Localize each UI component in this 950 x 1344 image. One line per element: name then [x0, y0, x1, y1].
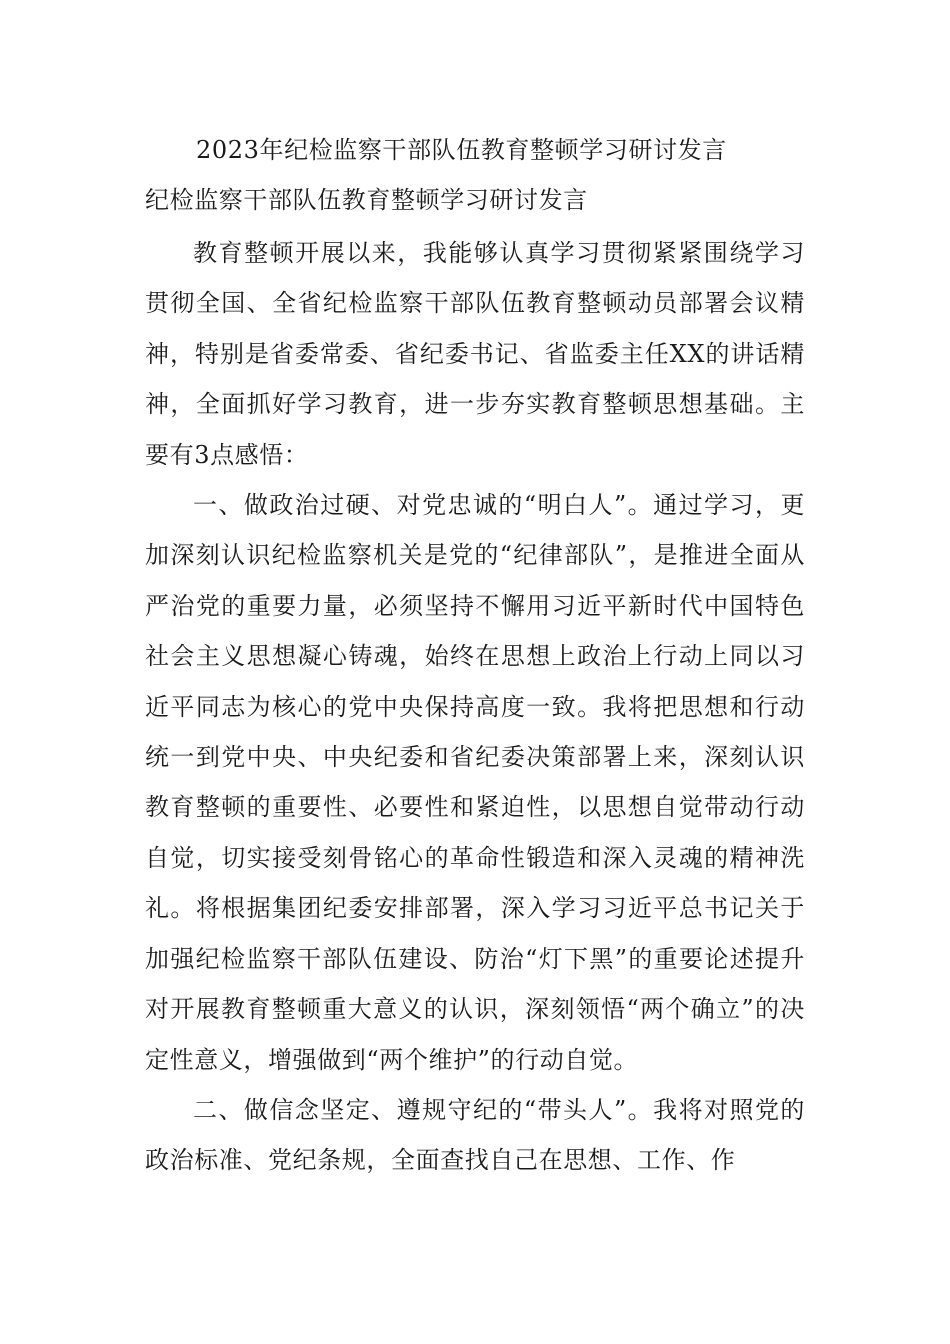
document-subtitle: 纪检监察干部队伍教育整顿学习研讨发言: [145, 186, 588, 214]
paragraph-point-two: 二、做信念坚定、遵规守纪的“带头人”。我将对照党的政治标准、党纪条规，全面查找自己在思想、工作、作: [145, 1095, 805, 1175]
document-body: [145, 228, 805, 1186]
document-title: 2023年纪检监察干部队伍教育整顿学习研讨发言: [196, 136, 727, 164]
paragraph-intro: 教育整顿开展以来，我能够认真学习贯彻紧紧围绕学习贯彻全国、全省纪检监察干部队伍教育整顿动员部署会议精神，特别是省委常委、省纪委书记、省监委主任XX的讲话精神，全面抓好学习教育，进一步夯实教育整顿思想基础。主要有3点感悟：: [145, 239, 805, 469]
paragraph-point-one: 一、做政治过硬、对党忠诚的“明白人”。通过学习，更加深刻认识纪检监察机关是党的“纪律部队”，是推进全面从严治党的重要力量，必须坚持不懈用习近平新时代中国特色社会主义思想凝心铸魂，始终在思想上政治上行动上同以习近平同志为核心的党中央保持高度一致。我将把思想和行动统一到党中央、中央纪委和省纪委决策部署上来，深刻认识教育整顿的重要性、必要性和紧迫性，以思想自觉带动行动自觉，切实接受刻骨铭心的革命性锻造和深入灵魂的精神洗礼。将根据集团纪委安排部署，深入学习习近平总书记关于加强纪检监察干部队伍建设、防治“灯下黑”的重要论述提升对开展教育整顿重大意义的认识，深刻领悟“两个确立”的决定性意义，增强做到“两个维护”的行动自觉。: [145, 491, 805, 1074]
